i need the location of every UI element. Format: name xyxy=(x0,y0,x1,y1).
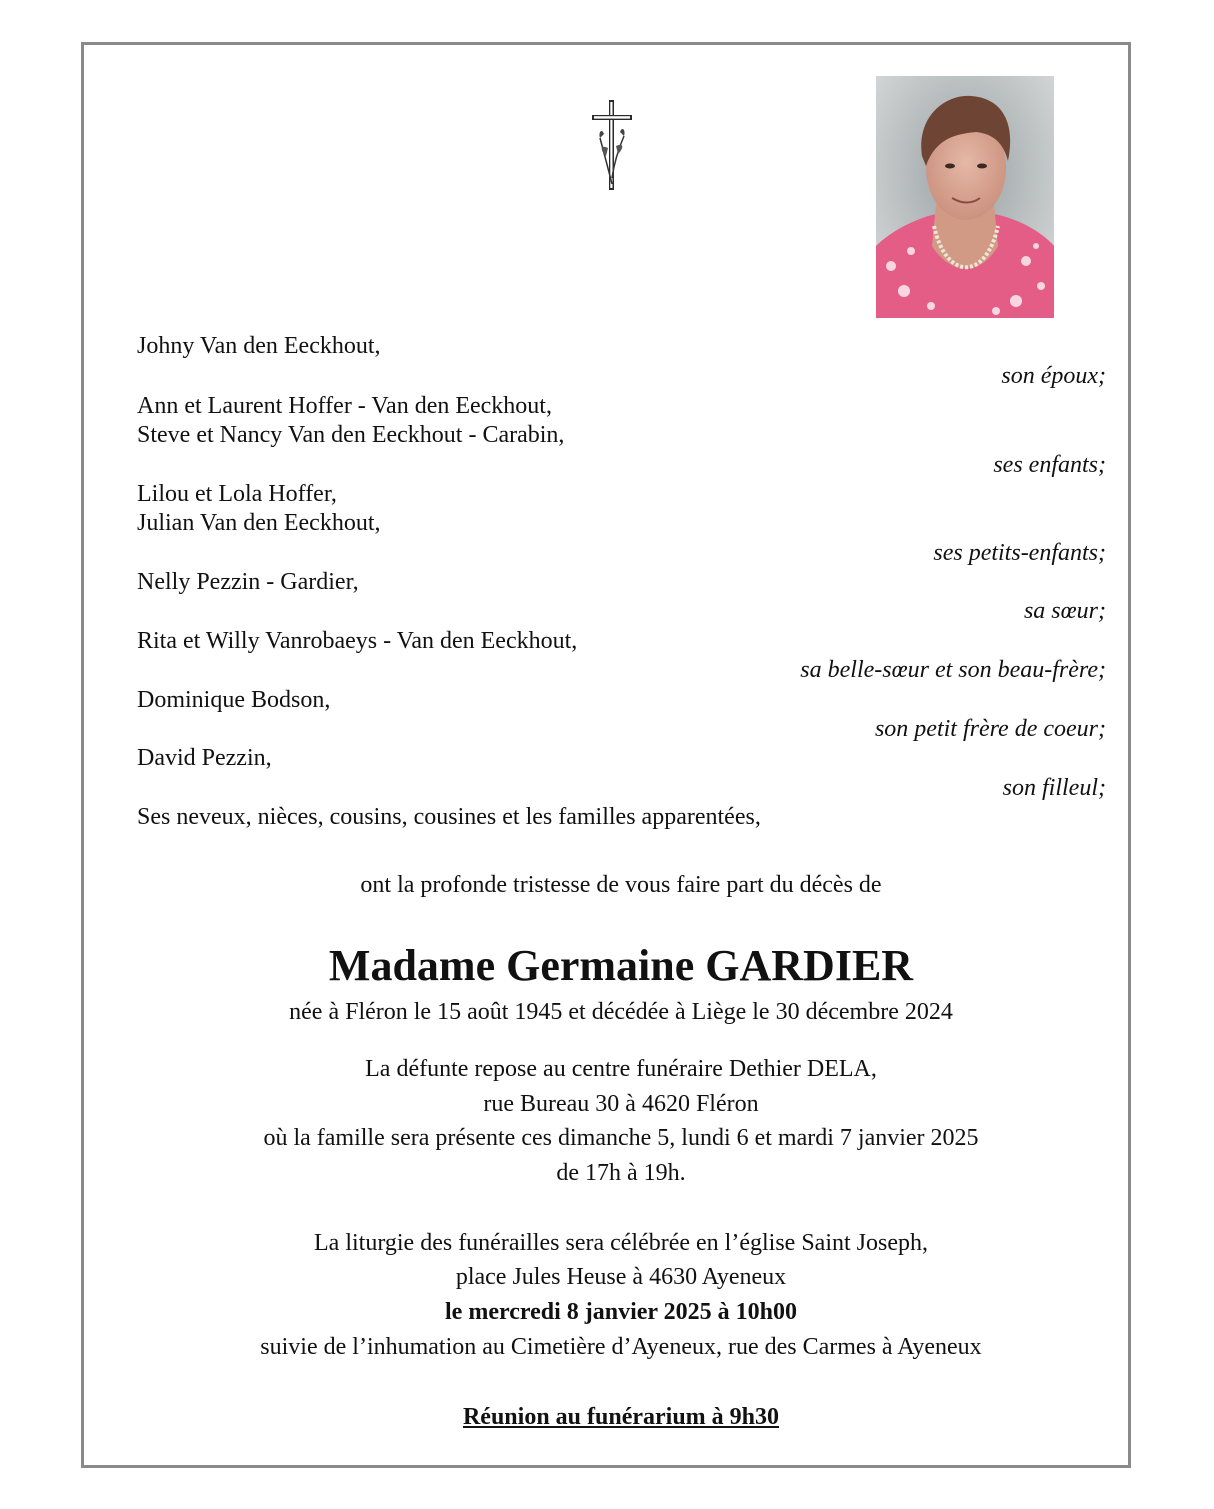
rest-line: où la famille sera présente ces dimanche 5, lundi 6 et mardi 7 janvier 2025 xyxy=(263,1125,979,1151)
rest-line: de 17h à 19h. xyxy=(556,1160,686,1186)
birth-death-line: née à Fléron le 15 août 1945 et décédée à Liège le 30 décembre 2024 xyxy=(289,999,953,1025)
portrait-photo xyxy=(876,76,1054,318)
liturgy-date: le mercredi 8 janvier 2025 à 10h00 xyxy=(445,1299,797,1325)
family-relation: sa belle-sœur et son beau-frère; xyxy=(800,657,1106,683)
family-name: Dominique Bodson, xyxy=(137,687,331,713)
rest-line: La défunte repose au centre funéraire Dethier DELA, xyxy=(365,1056,877,1082)
liturgy-line: suivie de l’inhumation au Cimetière d’Ayeneux, rue des Carmes à Ayeneux xyxy=(260,1334,982,1360)
meeting-note: Réunion au funérarium à 9h30 xyxy=(462,1404,780,1430)
cross-icon xyxy=(588,98,636,192)
family-relation: son époux; xyxy=(1001,363,1106,389)
family-relation: son filleul; xyxy=(1002,775,1106,801)
family-name: Johny Van den Eeckhout, xyxy=(137,333,381,359)
family-name: Nelly Pezzin - Gardier, xyxy=(137,569,359,595)
liturgy-line: La liturgie des funérailles sera célébrée en l’église Saint Joseph, xyxy=(314,1230,928,1256)
deceased-name: Madame Germaine GARDIER xyxy=(328,941,914,990)
family-relation: sa sœur; xyxy=(1023,598,1106,624)
family-relation: ses enfants; xyxy=(993,452,1106,478)
family-relation: ses petits-enfants; xyxy=(933,540,1106,566)
rest-line: rue Bureau 30 à 4620 Fléron xyxy=(483,1091,759,1117)
announcement: ont la profonde tristesse de vous faire part du décès de xyxy=(360,872,882,898)
family-name: Rita et Willy Vanrobaeys - Van den Eeckhout, xyxy=(137,628,578,654)
family-name: Lilou et Lola Hoffer, xyxy=(137,481,337,507)
family-name: Julian Van den Eeckhout, xyxy=(137,510,381,536)
family-name: David Pezzin, xyxy=(137,745,272,771)
family-name: Ann et Laurent Hoffer - Van den Eeckhout, xyxy=(137,393,552,419)
family-relation: son petit frère de coeur; xyxy=(874,716,1106,742)
liturgy-line: place Jules Heuse à 4630 Ayeneux xyxy=(455,1264,787,1290)
family-name: Ses neveux, nièces, cousins, cousines et les familles apparentées, xyxy=(137,804,761,830)
family-name: Steve et Nancy Van den Eeckhout - Carabin, xyxy=(137,422,565,448)
